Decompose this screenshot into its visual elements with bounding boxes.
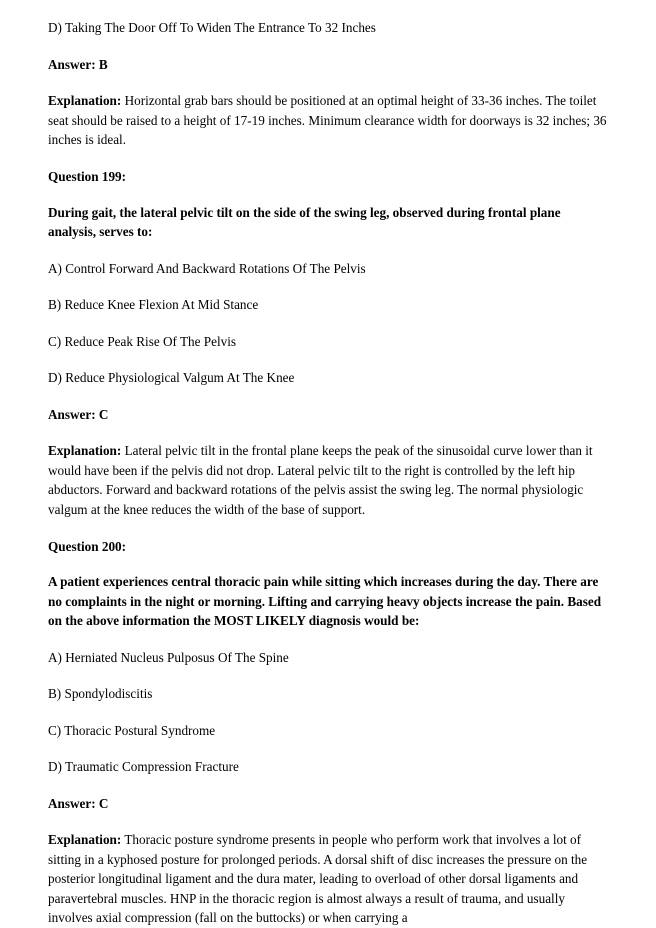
explanation-label: Explanation: (48, 832, 122, 847)
explanation-label: Explanation: (48, 93, 122, 108)
answer-line: Answer: C (48, 795, 109, 811)
answer-option: B) Spondylodiscitis (48, 686, 153, 701)
question-label: Question 200: (48, 538, 127, 554)
answer-option: D) Reduce Physiological Valgum At The Knee (48, 370, 295, 385)
question-stem: During gait, the lateral pelvic tilt on the side of the swing leg, observed during frontal plane analysis, serves to: (48, 204, 561, 239)
explanation (48, 91, 610, 150)
answer-option: B) Reduce Knee Flexion At Mid Stance (48, 297, 259, 312)
explanation-body: Thoracic posture syndrome presents in people who perform work that involves a lot of sitting in a kyphosed posture for prolonged periods. A dorsal shift of disc increases the pressure on the posterior longitudinal ligament and the dura mater, leading to overload of other dorsal ligaments and paravertebral muscles. HNP in the thoracic region is almost always a result of trauma, and usually involves axial compression (fall on the buttocks) or when carrying a (48, 832, 588, 925)
question-label: Question 199: (48, 169, 127, 184)
explanation (48, 830, 610, 928)
answer-line: Answer: C (48, 406, 109, 422)
answer-option: C) Reduce Peak Rise Of The Pelvis (48, 333, 237, 349)
answer-option: D) Taking The Door Off To Widen The Entrance To 32 Inches (48, 20, 376, 35)
document-body (48, 18, 610, 928)
explanation-body: Horizontal grab bars should be positioned at an optimal height of 33-36 inches. The toilet seat should be raised to a height of 17-19 inches. Minimum clearance width for doorways is 32 inches; 36 inches is ideal. (48, 93, 607, 147)
answer-option: C) Thoracic Postural Syndrome (48, 722, 216, 738)
answer-option: A) Control Forward And Backward Rotations Of The Pelvis (48, 260, 366, 276)
explanation (48, 441, 610, 519)
question-stem: A patient experiences central thoracic pain while sitting which increases during the day. There are no complaints in the night or morning. Lifting and carrying heavy objects increase the pain. Based on the above information the MOST LIKELY diagnosis would be: (48, 574, 602, 628)
explanation-body: Lateral pelvic tilt in the frontal plane keeps the peak of the sinusoidal curve lower than it would have been if the pelvis did not drop. Lateral pelvic tilt to the right is controlled by the left hip abductors. Forward and backward rotations of the pelvis assist the swing leg. The normal physiologic valgum at the knee reduces the width of the base of support. (48, 443, 593, 517)
answer-option: A) Herniated Nucleus Pulposus Of The Spine (48, 649, 289, 665)
explanation-label: Explanation: (48, 443, 122, 458)
answer-option: D) Traumatic Compression Fracture (48, 759, 239, 774)
answer-line: Answer: B (48, 56, 108, 72)
